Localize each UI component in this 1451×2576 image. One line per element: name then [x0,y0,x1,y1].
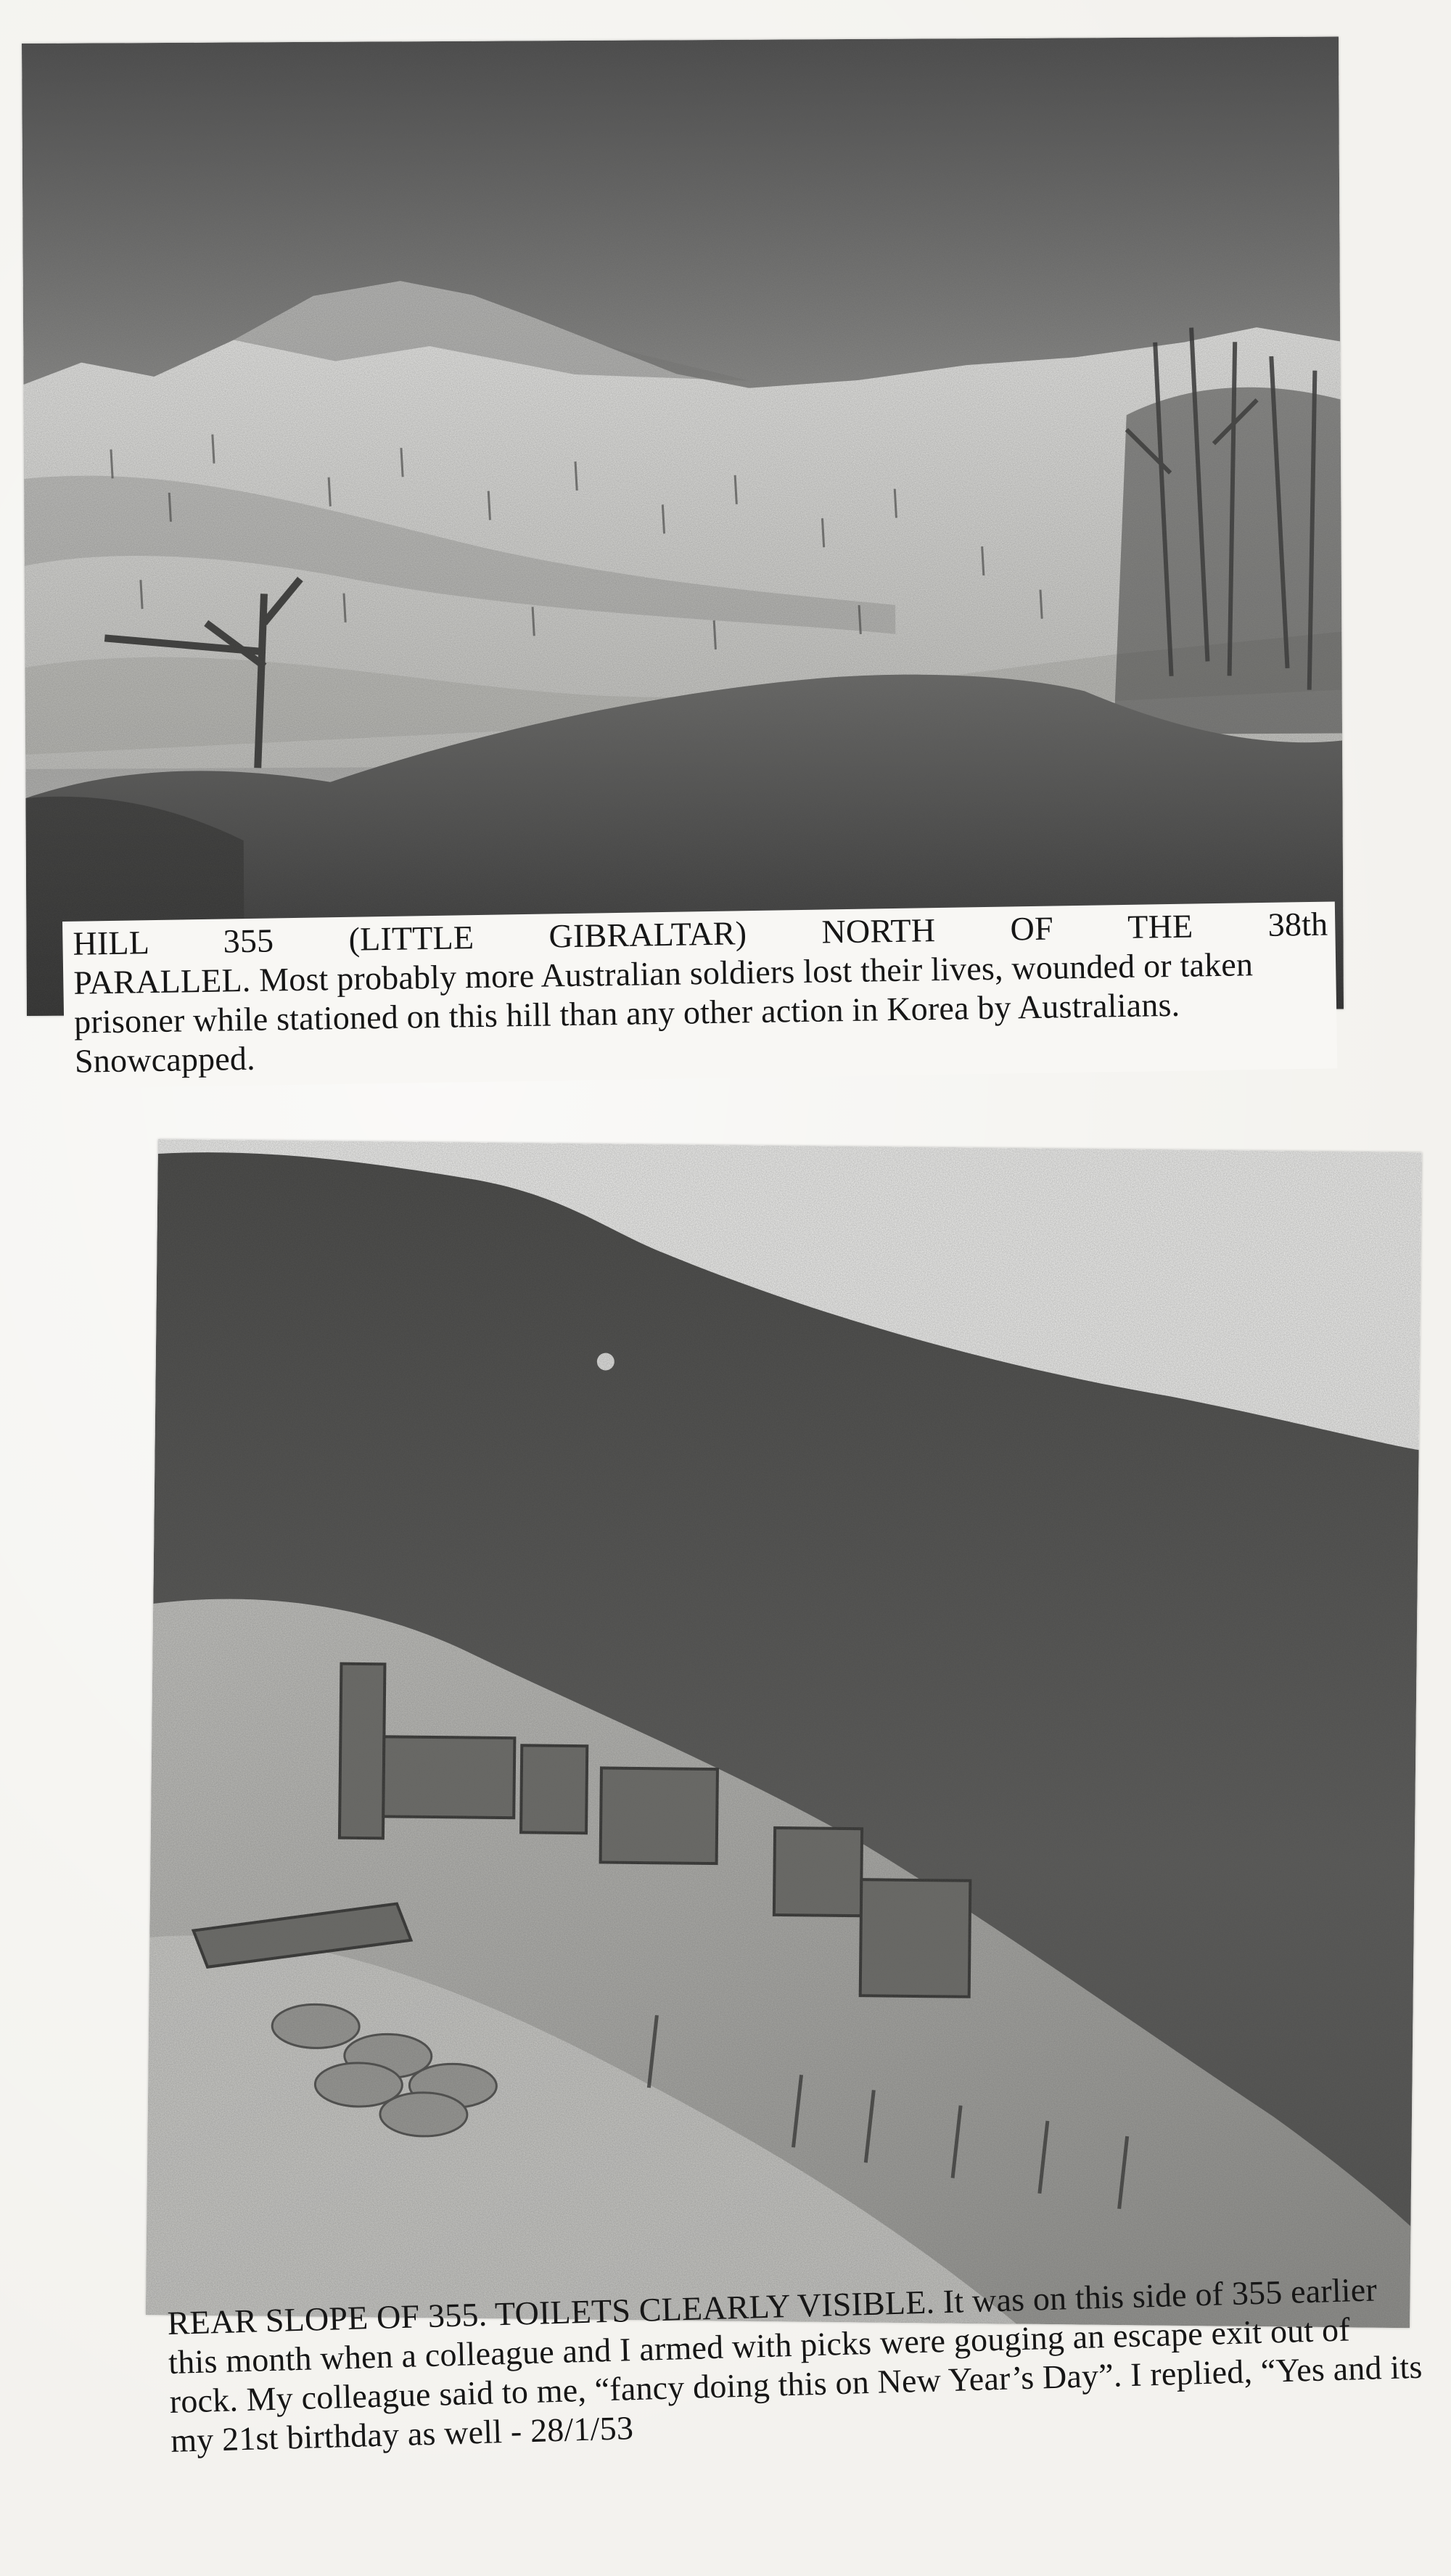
hill-355-caption [62,901,1337,1088]
rear-slope-355-image [146,1139,1422,2328]
hill-355-caption-title: HILL 355 (LITTLE GIBRALTAR) NORTH OF THE 38th [73,905,1328,962]
rear-slope-caption-body: REAR SLOPE OF 355. TOILETS CLEARLY VISIBLE. It was on this side of 355 earlier this month when a colleague and I armed with picks were gouging an escape exit out of rock. My colleague said to me, “fancy doing this on New Year’s Day”. I replied, “Yes and its my 21st birthday as well - 28/1/53 [167,2271,1423,2459]
hill-355-snowcapped-image [22,36,1344,1015]
hill-355-snowcapped-photo [22,36,1344,1015]
hill-355-caption-body: PARALLEL. Most probably more Australian soldiers lost their lives, wounded or taken prisoner while stationed on this hill than any other action in Korea by Australians. Snowcapped. [73,946,1254,1080]
rear-slope-355-photo [146,1139,1422,2328]
